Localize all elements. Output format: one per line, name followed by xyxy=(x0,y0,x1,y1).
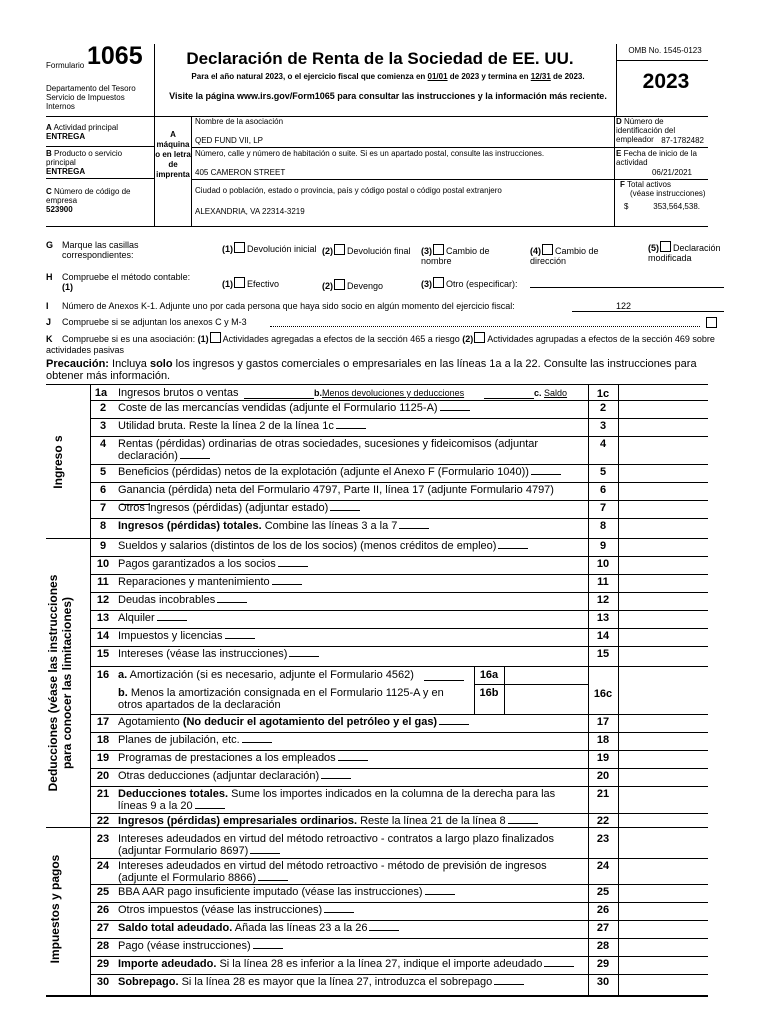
box-label: 29 xyxy=(596,958,610,970)
box-label: 7 xyxy=(599,502,607,514)
h-option-cash[interactable]: (1) Efectivo xyxy=(222,279,280,289)
city-address[interactable]: ALEXANDRIA, VA 22314-3219 xyxy=(195,207,305,216)
line-description: Alquiler xyxy=(118,612,580,624)
amount-field[interactable] xyxy=(619,714,708,732)
box-label: 1c xyxy=(596,388,610,400)
k1-count[interactable]: 122 xyxy=(616,301,632,311)
line-number: 11 xyxy=(97,576,109,588)
leader-line xyxy=(531,474,561,475)
checkbox-icon[interactable] xyxy=(234,277,245,288)
box-label: 21 xyxy=(596,788,610,800)
line-1c: c. Saldo xyxy=(534,388,568,398)
line-k: K Compruebe si es una asociación: (1) Actividades agregadas a efectos de la sección 465 a riesgo (2) Actividades agrupadas a efectos de la sección 469 sobre actividades pasivas xyxy=(46,334,715,355)
line-number: 4 xyxy=(99,438,107,450)
g-option-address-change[interactable]: (4) Cambio de dirección xyxy=(530,246,599,266)
line-description: Programas de prestaciones a los empleados xyxy=(118,752,580,764)
amount-field[interactable] xyxy=(619,482,708,500)
leader-line xyxy=(250,853,280,854)
g-option-initial[interactable]: (1) Devolución inicial xyxy=(222,244,317,254)
box-label: 10 xyxy=(596,558,610,570)
line-description: Intereses (véase las instrucciones) xyxy=(118,648,580,660)
checkbox-icon[interactable] xyxy=(433,244,444,255)
box-label: 12 xyxy=(596,594,610,606)
checkbox-icon[interactable] xyxy=(210,332,221,343)
line-number: 8 xyxy=(99,520,107,532)
line-16b: b. Menos la amortización consignada en el Formulario 1125-A y en otros apartados de la declaración xyxy=(118,687,444,711)
line-number: 26 xyxy=(96,904,110,916)
line-description: Pagos garantizados a los socios xyxy=(118,558,580,570)
line-description: BBA AAR pago insuficiente imputado (véase las instrucciones) xyxy=(118,886,580,898)
leader-line xyxy=(494,984,524,985)
total-assets[interactable]: $ 353,564,538. xyxy=(624,202,700,211)
amount-field[interactable] xyxy=(619,592,708,610)
box-label: 13 xyxy=(596,612,610,624)
line-number: 15 xyxy=(96,648,110,660)
amount-field[interactable] xyxy=(619,786,708,813)
form-title: Declaración de Renta de la Sociedad de EE. UU. xyxy=(186,49,574,68)
year-start: 01/01 xyxy=(427,72,448,81)
box-label: 5 xyxy=(599,466,607,478)
line-description: Agotamiento (No deducir el agotamiento del petróleo y el gas) xyxy=(118,716,580,728)
line-description: Sueldos y salarios (distintos de los de los socios) (menos créditos de empleo) xyxy=(118,540,580,552)
department-text: Departamento del Tesoro Servicio de Impuestos Internos xyxy=(46,84,136,111)
line-description: Importe adeudado. Si la línea 28 es inferior a la línea 27, indique el importe adeudado xyxy=(118,958,580,970)
tax-year: 2023 xyxy=(642,70,690,93)
line-description: Planes de jubilación, etc. xyxy=(118,734,580,746)
box-label: 27 xyxy=(596,922,610,934)
amount-field[interactable] xyxy=(619,858,708,884)
checkbox-icon[interactable] xyxy=(334,244,345,255)
leader-line xyxy=(399,528,429,529)
box-label: 2 xyxy=(599,402,607,414)
box-label: 24 xyxy=(596,860,610,872)
leader-line xyxy=(324,912,354,913)
box-label: 3 xyxy=(599,420,607,432)
line-description: Otras deducciones (adjuntar declaración) xyxy=(118,770,580,782)
leader-line xyxy=(425,894,455,895)
box-label: 19 xyxy=(596,752,610,764)
checkbox-icon[interactable] xyxy=(334,279,345,290)
street-address[interactable]: 405 CAMERON STREET xyxy=(195,168,286,177)
line-description: Deudas incobrables xyxy=(118,594,580,606)
box-label: 16b xyxy=(479,687,499,699)
field-c: C Número de código de empresa 523900 xyxy=(46,187,131,214)
leader-line xyxy=(330,510,360,511)
line-1a: Ingresos brutos o ventas xyxy=(118,387,239,399)
line-description: Reparaciones y mantenimiento xyxy=(118,576,580,588)
box-label: 30 xyxy=(596,976,610,988)
city-label: Ciudad o población, estado o provincia, país y código postal o código postal extranjero xyxy=(195,186,502,195)
box-label: 4 xyxy=(599,438,607,450)
box-label: 28 xyxy=(596,940,610,952)
box-label: 17 xyxy=(596,716,610,728)
amount-field[interactable] xyxy=(619,436,708,464)
line-description: Utilidad bruta. Reste la línea 2 de la línea 1c xyxy=(118,420,580,432)
checkbox-icon[interactable] xyxy=(542,244,553,255)
amount-field[interactable] xyxy=(619,610,708,628)
line-number: 20 xyxy=(96,770,110,782)
box-label: 25 xyxy=(596,886,610,898)
leader-line xyxy=(258,880,288,881)
checkbox-icon[interactable] xyxy=(660,241,671,252)
line-number: 30 xyxy=(96,976,110,988)
leader-line xyxy=(217,602,247,603)
box-label: 15 xyxy=(596,648,610,660)
line-description: Intereses adeudados en virtud del método retroactivo - contratos a largo plazo finalizados (adjuntar Formulario 8697) xyxy=(118,833,554,857)
leader-line xyxy=(369,930,399,931)
line-description: Otros impuestos (véase las instrucciones) xyxy=(118,904,580,916)
line-number: 24 xyxy=(96,860,110,872)
box-label: 20 xyxy=(596,770,610,782)
line-description: Intereses adeudados en virtud del método retroactivo - método de previsión de ingresos (adjunte el Formulario 8866) xyxy=(118,860,547,884)
amount-field[interactable] xyxy=(619,628,708,646)
line-description: Ingresos (pérdidas) totales. Combine las líneas 3 a la 7 xyxy=(118,520,580,532)
line-description: Otros ingresos (pérdidas) (adjuntar estado) xyxy=(118,502,580,514)
leader-line xyxy=(544,966,574,967)
partnership-name[interactable]: QED FUND VII, LP xyxy=(195,136,264,145)
leader-line xyxy=(289,656,319,657)
checkbox-icon[interactable] xyxy=(474,332,485,343)
line-number: 9 xyxy=(99,540,107,552)
checkbox-icon[interactable] xyxy=(234,242,245,253)
amount-field[interactable] xyxy=(619,646,708,666)
tax-section-label: Impuestos y pagos xyxy=(48,854,62,964)
amount-field[interactable] xyxy=(619,500,708,518)
ein-value[interactable]: 87-1782482 xyxy=(661,136,704,145)
box-label: 11 xyxy=(597,576,609,588)
h-option-accrual[interactable]: (2) Devengo xyxy=(322,281,384,291)
amount-field[interactable] xyxy=(619,418,708,436)
amount-field[interactable] xyxy=(619,574,708,592)
leader-line xyxy=(321,778,351,779)
omb-number: OMB No. 1545-0123 xyxy=(628,46,702,55)
tax-year-line: Para el año natural 2023, o el ejercicio fiscal que comienza en 01/01 de 2023 y termina en 12/31 de 2023. xyxy=(191,72,585,81)
amount-field[interactable] xyxy=(619,920,708,938)
leader-line xyxy=(180,458,210,459)
amount-field[interactable] xyxy=(619,556,708,574)
line-1b: b.Menos devoluciones y deducciones xyxy=(314,388,465,398)
leader-line xyxy=(272,584,302,585)
g-option-name-change[interactable]: (3) Cambio de nombre xyxy=(421,246,490,266)
line-number: 27 xyxy=(96,922,110,934)
start-date-value[interactable]: 06/21/2021 xyxy=(651,168,692,177)
amount-field[interactable] xyxy=(619,732,708,750)
leader-line xyxy=(195,808,225,809)
leader-line xyxy=(508,823,538,824)
line-description: Sobrepago. Si la línea 28 es mayor que la línea 27, introduzca el sobrepago xyxy=(118,976,580,988)
line-description: Ganancia (pérdida) neta del Formulario 4797, Parte II, línea 17 (adjunte Formulario 4797) xyxy=(118,484,580,508)
line-number: 2 xyxy=(99,402,107,414)
field-d: D Número de identificación del empleador xyxy=(616,117,676,144)
box-label: 6 xyxy=(599,484,607,496)
field-f: F Total activos (véase instrucciones) xyxy=(620,180,706,198)
year-end: 12/31 xyxy=(530,72,551,81)
line-number: 3 xyxy=(99,420,107,432)
name-label: Nombre de la asociación xyxy=(195,117,284,126)
box-label: 16a xyxy=(479,669,499,681)
line-number: 14 xyxy=(96,630,110,642)
leader-line xyxy=(439,724,469,725)
box-label: 8 xyxy=(599,520,607,532)
box-label: 9 xyxy=(599,540,607,552)
amount-field[interactable] xyxy=(619,831,708,858)
field-a-value: ENTREGA xyxy=(46,132,86,141)
line-number: 5 xyxy=(99,466,107,478)
line-number: 28 xyxy=(96,940,110,952)
amount-field[interactable] xyxy=(619,884,708,902)
h-option-other[interactable]: (3) Otro (especificar): xyxy=(421,279,518,289)
machine-print-label: A máquina o en letra de imprenta xyxy=(155,130,191,179)
amount-field[interactable] xyxy=(619,538,708,556)
field-c-value: 523900 xyxy=(46,205,73,214)
line-number: 21 xyxy=(96,788,110,800)
line-description: Rentas (pérdidas) ordinarias de otras sociedades, sucesiones y fideicomisos (adjuntar declaración) xyxy=(118,438,539,462)
box-label: 22 xyxy=(596,815,610,827)
amount-field[interactable] xyxy=(619,974,708,995)
g-option-final[interactable]: (2) Devolución final xyxy=(322,246,411,256)
line-number: 7 xyxy=(99,502,107,514)
line-16a: a. Amortización (si es necesario, adjunte el Formulario 4562) xyxy=(118,669,414,681)
amount-field[interactable] xyxy=(619,750,708,768)
line-number: 1a xyxy=(94,387,108,399)
line-description: Pago (véase instrucciones) xyxy=(118,940,580,952)
line-number: 16 xyxy=(96,669,110,681)
line-description: Ingresos (pérdidas) empresariales ordinarios. Reste la línea 21 de la línea 8 xyxy=(118,815,580,827)
line-number: 19 xyxy=(96,752,110,764)
field-b-value: ENTREGA xyxy=(46,167,86,176)
line-description: Saldo total adeudado. Añada las líneas 23 a la 26 xyxy=(118,922,580,934)
leader-line xyxy=(278,566,308,567)
leader-line xyxy=(336,428,366,429)
line-description: Deducciones totales. Sume los importes indicados en la columna de la derecha para las líneas 9 a la 20 xyxy=(118,788,556,812)
line-description: Beneficios (pérdidas) netos de la explotación (adjunte el Anexo F (Formulario 1040)) xyxy=(118,466,580,478)
deductions-section-label: Deducciones (véase las instrucciones para conocer las limitaciones) xyxy=(46,574,74,792)
field-e: E Fecha de inicio de la actividad xyxy=(616,149,697,167)
amount-field[interactable] xyxy=(619,902,708,920)
line-description: Coste de las mercancías vendidas (adjunte el Formulario 1125-A) xyxy=(118,402,580,414)
box-label: 14 xyxy=(596,630,610,642)
leader-line xyxy=(242,742,272,743)
box-label: 26 xyxy=(596,904,610,916)
amount-field[interactable] xyxy=(619,518,708,538)
gross-receipts-input[interactable] xyxy=(244,398,314,399)
visit-line: Visite la página www.irs.gov/Form1065 para consultar las instrucciones y la información más reciente. xyxy=(169,91,607,101)
field-a: A Actividad principal ENTREGA xyxy=(46,123,119,141)
g-option-amended[interactable]: (5) Declaración modificada xyxy=(648,243,721,263)
form-label: Formulario xyxy=(46,61,85,70)
line-number: 18 xyxy=(96,734,110,746)
leader-line xyxy=(225,638,255,639)
line-number: 10 xyxy=(96,558,110,570)
amount-field[interactable] xyxy=(619,464,708,482)
checkbox-icon[interactable] xyxy=(433,277,444,288)
line-h: H Compruebe el método contable: (1) xyxy=(46,272,191,292)
line-g: G Marque las casillas correspondientes: xyxy=(46,240,139,260)
leader-line xyxy=(338,760,368,761)
line-number: 17 xyxy=(96,716,110,728)
amount-field[interactable] xyxy=(619,768,708,786)
leader-line xyxy=(440,410,470,411)
amount-field[interactable] xyxy=(619,400,708,418)
line-number: 23 xyxy=(96,833,110,845)
street-label: Número, calle y número de habitación o suite. Si es un apartado postal, consulte las instrucciones. xyxy=(195,149,545,158)
line-number: 29 xyxy=(96,958,110,970)
box-label: 23 xyxy=(596,833,610,845)
j-checkbox[interactable] xyxy=(706,317,717,328)
line-number: 25 xyxy=(96,886,110,898)
field-b: B Producto o servicio principal ENTREGA xyxy=(46,149,123,176)
form-number: 1065 xyxy=(87,42,143,70)
amount-field[interactable] xyxy=(619,938,708,956)
line-number: 13 xyxy=(96,612,110,624)
box-label: 18 xyxy=(596,734,610,746)
line-number: 12 xyxy=(96,594,110,606)
income-section-label: Ingreso s xyxy=(51,435,65,489)
leader-line xyxy=(157,620,187,621)
leader-line xyxy=(253,948,283,949)
caution-note: Precaución: Incluya solo los ingresos y gastos comerciales o empresariales en las líneas 1a a la 22. Consulte las instrucciones para obtener más información. xyxy=(46,358,697,382)
line-number: 22 xyxy=(96,815,110,827)
line-i: I Número de Anexos K-1. Adjunte uno por cada persona que haya sido socio en algún momento del ejercicio fiscal: xyxy=(46,301,515,311)
amount-field[interactable] xyxy=(619,956,708,974)
box-label: 16c xyxy=(593,688,613,700)
line-number: 6 xyxy=(99,484,107,496)
other-method-input[interactable] xyxy=(530,287,724,288)
line-j: J Compruebe si se adjuntan los anexos C y M-3 xyxy=(46,317,247,327)
amount-field[interactable] xyxy=(619,813,708,827)
line-description: Impuestos y licencias xyxy=(118,630,580,642)
leader-line xyxy=(498,548,528,549)
